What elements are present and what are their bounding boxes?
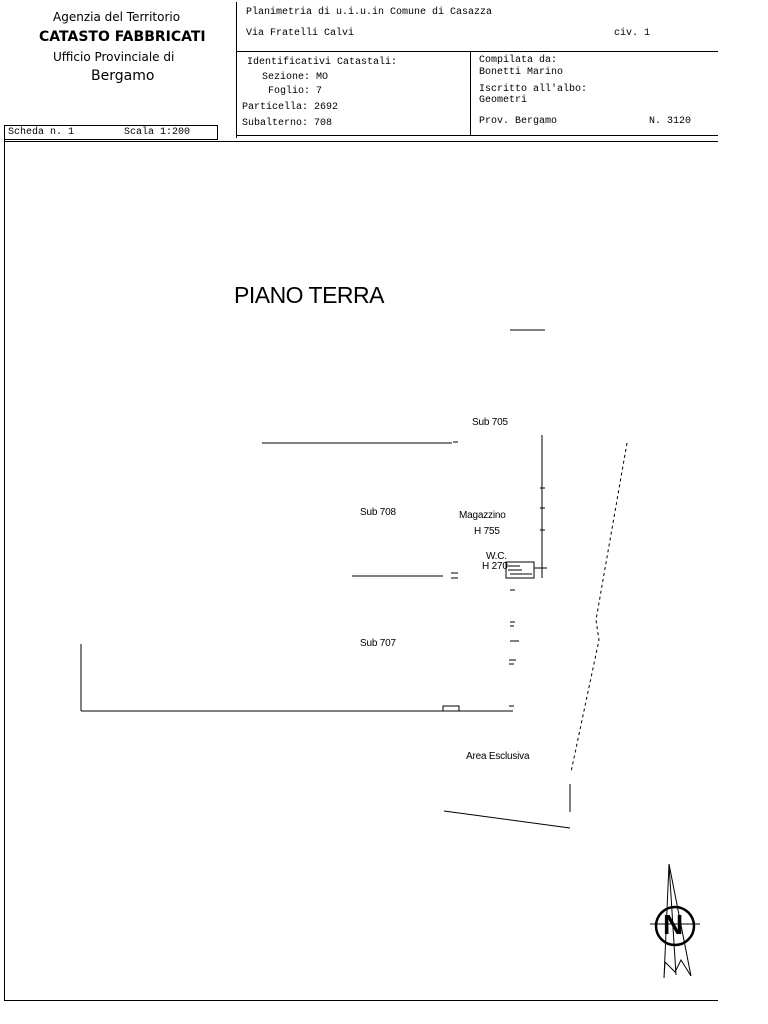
north-letter: N: [663, 909, 684, 940]
magazzino-height: H 755: [474, 526, 500, 537]
registration-number: N. 3120: [649, 116, 692, 127]
albo-value: Geometri: [479, 95, 528, 106]
subalterno-field: Subalterno: 708: [242, 118, 333, 129]
magazzino-label: Magazzino: [459, 510, 506, 521]
agency-name: Agenzia del Territorio: [53, 10, 181, 24]
floor-title: PIANO TERRA: [234, 282, 384, 308]
wc-label: W.C.: [486, 551, 507, 562]
particella-field: Particella: 2692: [242, 102, 339, 113]
planimetria-title: Planimetria di u.i.u.in Comune di Casazza: [246, 7, 493, 18]
iscritto-label: Iscritto all'albo:: [479, 84, 588, 95]
catasto-fabbricati-title: CATASTO FABBRICATI: [39, 29, 206, 45]
address-street: Via Fratelli Calvi: [246, 28, 355, 39]
sezione-field: Sezione: MO: [262, 72, 329, 83]
exclusive-area-label: Area Esclusiva: [466, 751, 530, 762]
province-registration: Prov. Bergamo: [479, 116, 558, 127]
sub707-label: Sub 707: [360, 638, 396, 649]
scala-value: Scala 1:200: [124, 127, 191, 138]
wc-height: H 270: [482, 561, 508, 572]
foglio-field: Foglio: 7: [268, 86, 323, 97]
sub708-label: Sub 708: [360, 507, 396, 518]
compiler-name: Bonetti Marino: [479, 67, 564, 78]
sub705-label: Sub 705: [472, 417, 508, 428]
address-civic: civ. 1: [614, 28, 651, 39]
identificativi-heading: Identificativi Catastali:: [247, 57, 398, 68]
scheda-number: Scheda n. 1: [8, 127, 75, 138]
province-name: Bergamo: [91, 68, 155, 84]
compilata-heading: Compilata da:: [479, 55, 558, 66]
ufficio-provinciale: Ufficio Provinciale di: [53, 50, 175, 64]
